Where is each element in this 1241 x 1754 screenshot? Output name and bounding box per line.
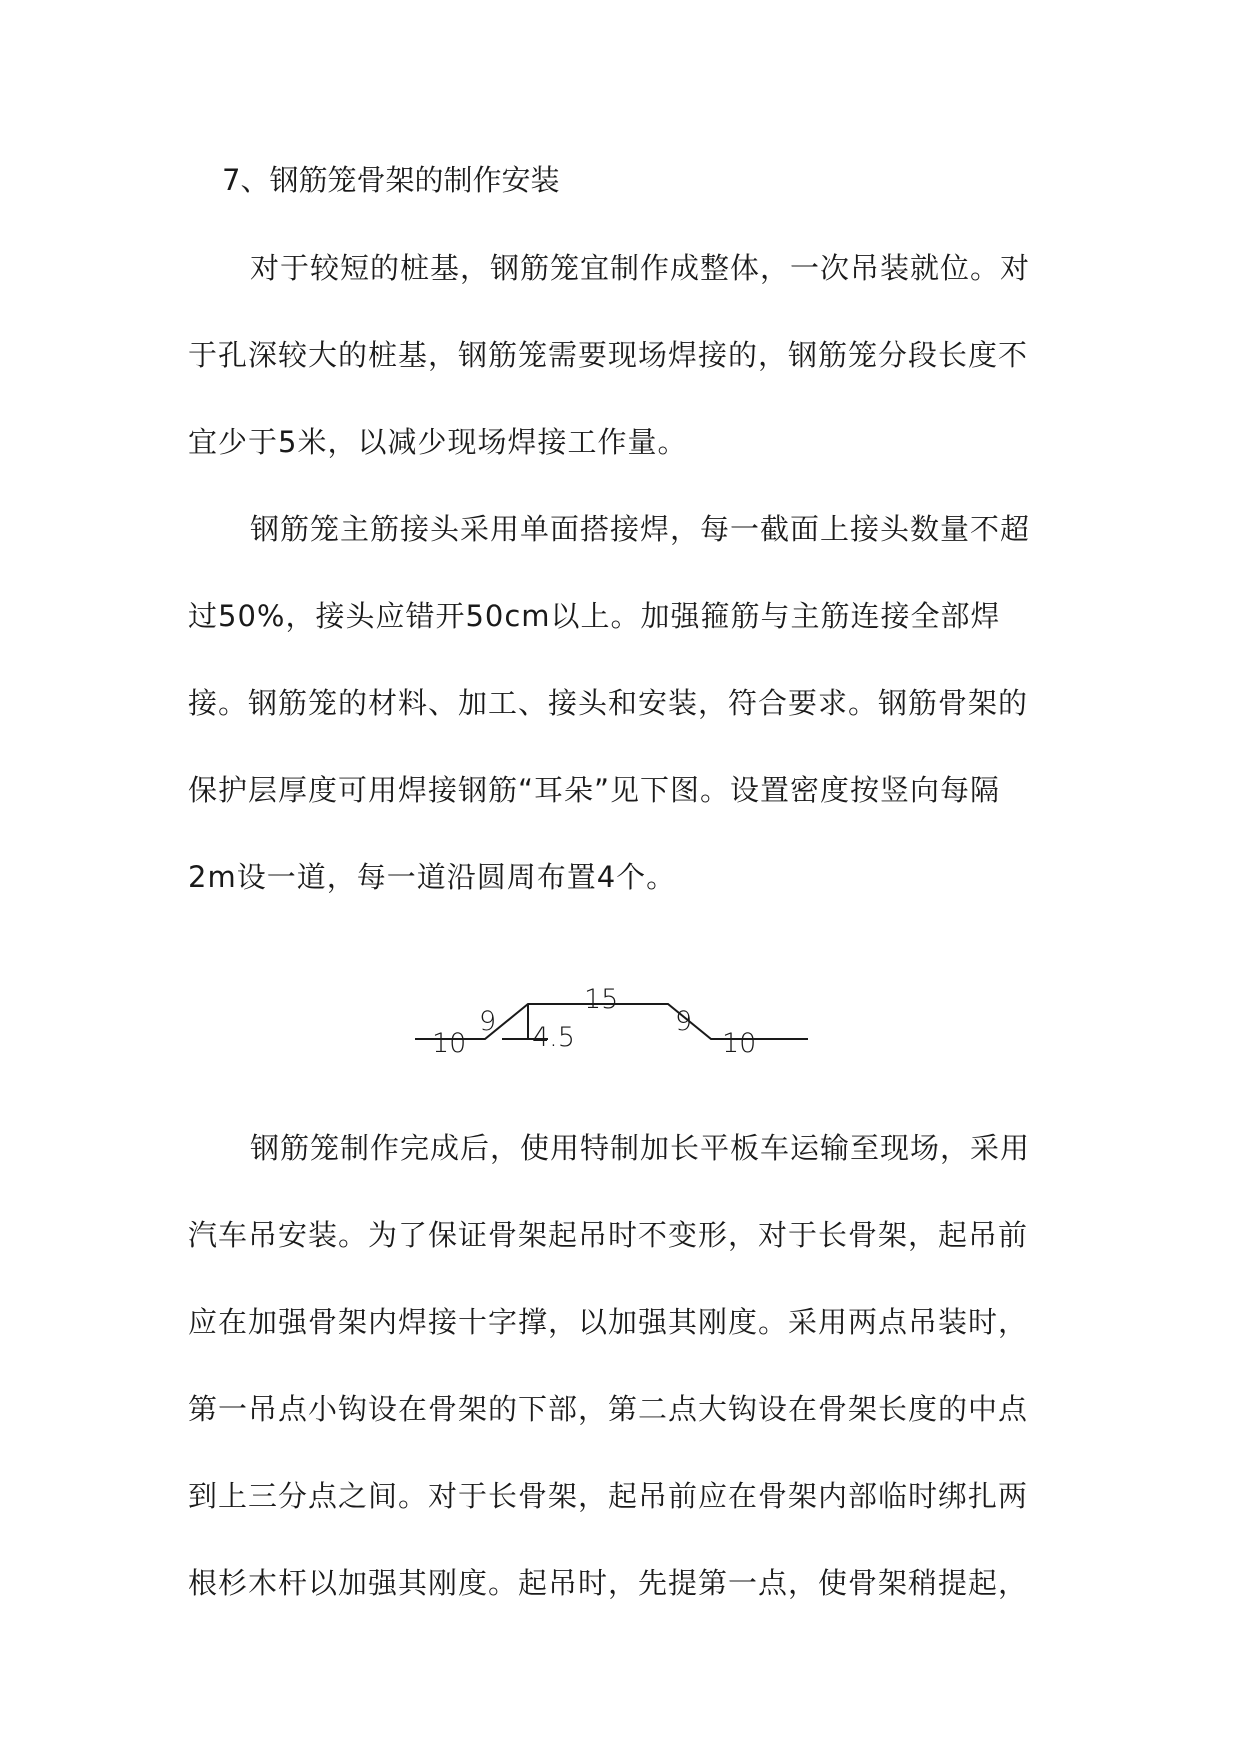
label-height: 4.5 — [532, 1022, 575, 1053]
label-right-slope: 9 — [675, 1006, 693, 1037]
label-left-slope: 9 — [479, 1006, 497, 1037]
label-top: 15 — [584, 984, 619, 1015]
section-heading: 7、钢筋笼骨架的制作安装 — [222, 163, 560, 197]
paragraph-2: 钢筋笼主筋接头采用单面搭接焊，每一截面上接头数量不超过50%，接头应错开50cm以上。加强箍筋与主筋连接全部焊接。钢筋笼的材料、加工、接头和安装，符合要求。钢筋骨架的保护层厚度可用焊接钢筋“耳朵”见下图。设置密度按竖向每隔2m设一道，每一道沿圆周布置4个。 — [188, 512, 1031, 894]
paragraph-1: 对于较短的桩基，钢筋笼宜制作成整体，一次吊装就位。对于孔深较大的桩基，钢筋笼需要现场焊接的，钢筋笼分段长度不宜少于5米，以减少现场焊接工作量。 — [188, 251, 1031, 459]
paragraph-3: 钢筋笼制作完成后，使用特制加长平板车运输至现场，采用汽车吊安装。为了保证骨架起吊时不变形，对于长骨架，起吊前应在加强骨架内焊接十字撑，以加强其刚度。采用两点吊装时，第一吊点小钩设在骨架的下部，第二点大钩设在骨架长度的中点到上三分点之间。对于长骨架，起吊前应在骨架内部临时绑扎两根杉木杆以加强其刚度。起吊时，先提第一点，使骨架稍提起， — [188, 1131, 1031, 1600]
label-right-flat: 10 — [722, 1028, 757, 1059]
label-left-flat: 10 — [432, 1028, 467, 1059]
rebar-ear-diagram — [400, 980, 840, 1070]
